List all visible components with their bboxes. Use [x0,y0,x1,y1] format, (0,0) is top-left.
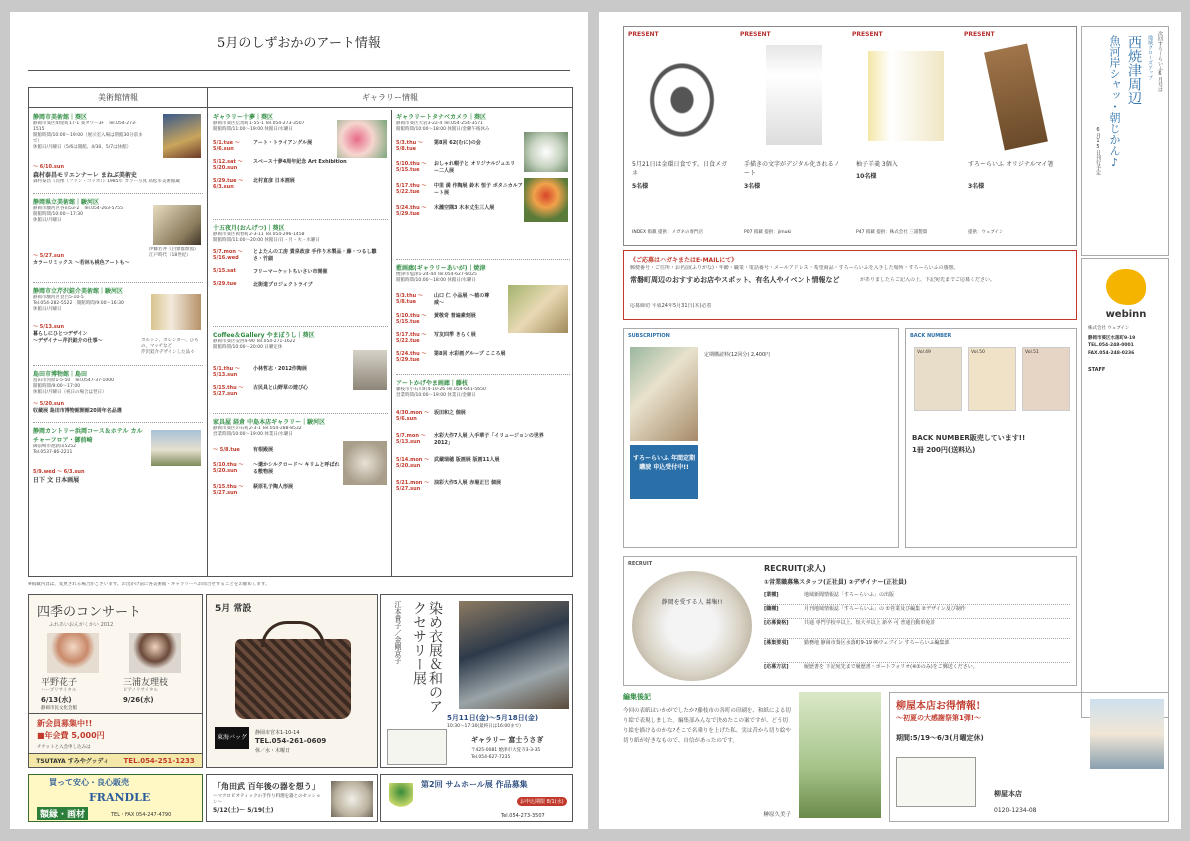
gallery-event-date: 5/7.mon 〜 5/13.sun [396,433,426,445]
museum-entry [33,197,203,283]
kimono-hours: 10:30〜17:30(最終日は16:00まで) [447,724,521,729]
museum-event: 日下 文 日本画展 [33,477,80,484]
museum-list [33,112,203,496]
webinn-name: webinn [1105,309,1147,320]
present-photo [766,45,822,145]
ceramic-ad [206,774,378,822]
webinn-tel: TEL.054-248-0001 [1088,343,1134,348]
present-photo [868,51,944,141]
gallery-image [343,441,387,485]
gallery-event-date: 5/10.thu 〜 5/20.sun [213,462,244,474]
back-issue-vol: Vol.51 [1025,350,1039,355]
apply-title: 《ご応募はハガキまたはE-MAILにて》 [630,257,738,264]
gallery-event-date: 5/24.thu 〜 5/29.tue [396,351,427,363]
gallery-event-title: 第8回 62(むに)の会 [434,140,481,146]
bags-ad [206,594,378,768]
recruit-jobs: ①営業職募集スタッフ(正社員) ②デザイナー(正社員) [764,579,907,586]
bags-tel: TEL.054-261-0609 [255,737,327,745]
recruit-label: RECRUIT [628,561,653,567]
present-photo [634,45,730,145]
recruit-photo [632,571,752,681]
ceramic-dates: 5/12(土)〜 5/19(土) [213,807,274,814]
yanagiya-period: 期間:5/19〜6/3(月曜定休) [896,734,984,742]
bags-closed: 休／水・木曜日 [255,748,291,754]
museum-name: 島田市博物館｜島田 [33,371,88,378]
gallery-col-a [213,112,388,572]
gallery-event-title: アート・トライアングル展 [253,140,313,146]
kimono-photo [459,601,569,709]
ticket-shop: TSUTAYA すみやグッディ [36,758,109,765]
gallery-event-date: 5/15.sat [213,268,236,274]
back-issue [1022,347,1070,411]
gallery-event-date: 5/12.sat 〜 5/20.sun [213,159,243,171]
right-page [599,12,1181,829]
present-tag: PRESENT [964,31,995,38]
apply-deadline: 応募締切 平成24年5月31日(木)必着 [630,303,712,309]
gallery-entry [213,330,388,414]
gallery-event-title: 有根殿展 [253,447,274,453]
subscription-label: SUBSCRIPTION [628,333,670,339]
concert-date: 9/26(水) [123,696,154,704]
gallery-name: アートかげやま画廊｜藤枝 [396,380,468,387]
gallery-info: 静岡市葵区伝馬町1-55-1 Tel.054-273-3507 開館時間/11:00〜19:00 休館日/水曜日 [213,121,305,132]
present-photo [984,44,1048,151]
kimono-ad [380,594,573,768]
gallery-info: 静岡市葵区両替町2-3-11 Tel.054-296-1458 開館時間/11:00〜20:00 休館日/日・月・火・水曜日 [213,232,320,243]
editor-text: 今回の表紙はいかがでしたか?藤枝市の各町の印刷を、和紙による切り絵で表現しました。編集部みんなで決めたこの案ですが、どう切り絵を描けるのかな?そこで名乗りを上げた私。実は昔から切り絵や切り紙が好きなもので、自信があったのです。 [623,708,791,744]
museum-col-header: 美術館情報 [29,88,207,108]
gallery-event-date: 5/17.thu 〜 5/22.tue [396,332,427,344]
gallery-info: 藤枝市小石川町4-10-26 Tel.054-641-5650 営業時間/10:00〜19:00 休業日/金曜日 [396,387,486,398]
museum-info: 島田市河原1-5-50 Tel.0547-37-1000 開館時間/9:00〜17:00 休館日/月曜日（祝日の場合は翌日） [33,378,115,395]
gallery-entry [213,417,388,547]
gallery-entry [396,112,570,260]
col-divider [207,88,208,576]
subscription-photo [630,347,698,441]
left-page [10,12,588,829]
staff-title: STAFF [1088,367,1106,373]
samhall-ad [380,774,573,822]
museum-note: カルトン、カレンダー、ひもの、マッチなど 芹沢銈介デザインした品々 [141,338,199,355]
museum-note: 伊藤若冲《白象群獣図》江戸時代（18世紀） [149,247,199,258]
back-number-head: BACK NUMBER販売しています!! [912,434,1026,442]
gallery-col-b [396,112,570,572]
yanagiya-shop: 柳屋本店 [994,790,1022,798]
yanagiya-photo [1090,699,1164,769]
member-fee: ■年会費 5,000円 [37,731,105,740]
apply-box [623,250,1077,320]
present-item [628,31,734,241]
gallery-event-date: 5/15.thu 〜 5/27.sun [213,484,244,496]
present-credit: P47 掲載 提供：株式会社 三浦製菓 [856,230,928,235]
next-header: 地域クローズアップ [1147,35,1153,80]
concert-venue: 静岡市民文化会館 [41,706,77,711]
ticket-label: チケットと入会申し込みは [37,745,91,750]
kimono-artist: 江本貴子／金剛京子 [394,601,402,664]
museum-image [151,430,201,466]
yanagiya-title: 柳屋本店お得情報! [896,701,981,712]
present-item [852,31,958,241]
recruit-key: [募集要項] [764,640,789,646]
museum-info: 静岡市駿河区登呂5-10-5 Tel.054-282-5522 開館時間/9:00〜16:30 休館日/月曜日 [33,295,124,312]
bags-title: 5月 常設 [215,604,252,614]
apply-highlight: 常磐町周辺のおすすめお店やスポット、有名人やイベント情報など [630,276,840,284]
member-sale: 新会員募集中!! [37,719,93,728]
museum-name: 静岡県立美術館｜駿河区 [33,199,100,206]
gallery-event-title: 第8回 水彩画グループ こころ展 [434,351,506,357]
present-title: すろーらいふ オリジナルマイ箸 [968,161,1054,168]
recruit-key: [職種] [764,606,779,612]
present-tag: PRESENT [852,31,883,38]
gallery-event-title: 坂田和之 個展 [434,410,466,416]
frandle-category: 額縁・画材 [37,807,88,820]
gallery-event-date: 5/29.tue 〜 6/3.sun [213,178,244,190]
gallery-event-title: 北街道プロジェクトライブ [253,282,313,288]
gallery-event-date: 5/10.thu 〜 5/15.tue [396,161,427,173]
gallery-name: Coffee＆Gallery やまぼうし｜葵区 [213,332,315,339]
gallery-event-date: 5/14.mon 〜 5/20.sun [396,457,430,469]
museum-name: 静岡市美術館｜葵区 [33,114,88,121]
concert-ad [28,594,203,714]
editor-title: 編集後記 [623,693,651,701]
webinn-box [1081,258,1169,718]
webinn-fax: FAX.054-248-0236 [1088,351,1135,356]
gallery-event-title: 黄敬奇 普遍素刻展 [434,313,476,319]
samhall-deadline: お申込期限 8/1(水) [517,797,567,806]
gallery-event-title: フリーマーケットちいさい市開催 [253,269,328,275]
present-credit: INDEX 掲載 提供：メガネの専門店 [632,230,703,235]
concert-subtitle: ふれあいおんがくかい 2012 [49,622,114,628]
performer-name: 平野花子 [41,678,78,688]
present-credit: 提供：ウェブイン [968,230,1004,235]
museum-image [163,114,201,158]
performer-name: 三浦友理枝 [123,678,169,688]
present-count: 3名様 [744,183,761,190]
gallery-info: 静岡市葵区安西4-90 Tel.054-271-1622 開館時間/10:00〜20:00 日曜定休 [213,339,296,350]
gallery-event-date: 5/24.thu 〜 5/29.tue [396,205,427,217]
museum-date: 〜 5/13.sun [33,324,64,330]
back-number-label: BACK NUMBER [910,333,952,339]
concert-date: 6/13(水) [41,696,72,704]
kimono-gallery: ギャラリー 富士うさぎ [471,736,544,744]
museum-info: 静岡市葵区紺屋町17-1 葵タワー3F Tel.054-273-1515 開館時間/10:00〜19:00（展示室入場は閉館30分前まで） 休館日/月曜日（5/6は開館、4/30、5/7は休館） [33,121,143,150]
frandle-tel: TEL・FAX 054-247-4790 [111,812,172,818]
present-item [740,31,846,241]
plant-icon [389,783,413,813]
recruit-table [764,591,1070,677]
gallery-name: ギャラリートタナベカメラ｜葵区 [396,114,487,121]
gallery-info: 焼津市塩津1-24-44 Tel.054-627-6025 開館時間/10:00〜18:00 休館日/水曜日 [396,272,477,283]
back-issue [968,347,1016,411]
recruit-val: 履歴書を 下記宛先まで履歴書・ポートフォリオ(※②のみ)をご郵送ください。 [804,664,978,670]
museum-note: 森村泰昌《肖像（ファン・ゴッホ）》1985年 カラー写真 高松市美術館蔵 [33,179,180,184]
gallery-event-date: 5/1.tue 〜 5/6.sun [213,140,240,152]
frandle-name: FRANDLE [89,791,151,804]
present-title: 5月21日は金環日食です。日食メガネ [632,161,727,177]
frandle-slogan: 買って安心・良心販売 [49,778,129,787]
concert-title: 四季のコンサート [37,605,142,620]
ceramic-sub: 〜マクロビオティックの手作り料理を器とのセッション〜 [213,794,321,805]
museum-date: 〜 6/10.sun [33,164,64,170]
apply-body: 郵便番号・ご住所・お名前(ふりがな)・年齢・職業・電話番号・メールアドレス・希望商品・すろーらいふを入手した場所・すろーらいふの感想、 [630,265,959,271]
gallery-event-title: 武蔵瑞穂 版画展 版画11人展 [434,457,500,463]
museum-event: カラーリミックス 〜若林も桃色アートも〜 [33,260,130,266]
gallery-event-title: 山口 仁 小品展 〜植の尊威〜 [434,293,490,306]
gallery-event-date: 〜 5/8.tue [213,447,240,453]
gallery-col-header: ギャラリー情報 [208,88,572,108]
subscription-price: 定期購読料(12回分) 2,400円 [704,352,771,358]
museum-date: 5/9.wed 〜 6/3.sun [33,469,85,475]
art-info-box [28,87,573,577]
back-number-box [905,328,1077,548]
museum-entry [33,369,203,423]
present-title: 手描きの文字がデジタル化されるノート [744,161,840,177]
samhall-tel: Tel.054-273-3507 [501,813,545,819]
next-issue [1081,26,1169,256]
subscription-box [623,328,899,548]
museum-event: 森村泰昌モリエンナーレ まねぶ美術史 [33,172,137,179]
next-sub: 魚河岸シャッ・朝じかん♪ [1108,35,1121,169]
recruit-val: 月刊地域情報誌「すろーらいふ」の ①営業及び編集 ②デザイン及び制作 [804,606,966,612]
footnote: ※掲載内容は、変更される場合がございます。お出かけ前に各美術館・ギャラリーへお問合せすることをお勧めします。 [28,582,270,587]
museum-info: 御前崎市池新田5252 Tel.0537-86-2211 [33,444,76,455]
webinn-logo-icon [1106,269,1146,305]
gallery-event-title: 中里 満 作陶展 鈴木 恒子 ボタニカルアート展 [434,183,523,196]
present-credit: P07 掲載 提供：jimuki [744,230,792,235]
present-count: 10名様 [856,173,877,180]
recruit-key: [応募資格] [764,620,789,626]
next-title: 西焼津周辺 [1126,35,1142,105]
gallery-event-date: 5/10.thu 〜 5/15.tue [396,313,427,325]
gallery-event-date: 5/3.thu 〜 5/8.tue [396,140,423,152]
present-tag: PRESENT [740,31,771,38]
museum-entry [33,286,203,366]
gallery-event-date: 5/3.thu 〜 5/8.tue [396,293,423,305]
gallery-event-title: とよたんの工房 貴泉政彦 手作り木製品・藤・つるし雛さ・竹細 [253,249,377,262]
map-icon [896,757,976,807]
gallery-name: ギャラリー十夢｜葵区 [213,114,274,121]
gallery-event-title: 〜還かシルクロード〜 キリムと呼ばれる敷物展 [253,462,340,475]
gallery-event-title: 写友四季 きらく展 [434,332,476,338]
gallery-event-title: 古民具と山野草の遊び心 [253,385,309,391]
present-item [964,31,1074,241]
yanagiya-box [889,692,1169,822]
editor-box [623,692,793,822]
present-count: 3名様 [968,183,985,190]
present-title: 柚子羊羹 3個入 [856,161,898,168]
gallery-event-title: おしゃれ帽子と オリジナルジュエリー二人展 [434,161,516,174]
museum-name: 静岡カントリー浜岡コース＆ホテル カルチャーフロア・御前崎 [33,428,143,444]
gallery-event-title: 小林哲志・2012作陶展 [253,366,307,372]
gallery-entry [213,112,388,220]
performer-sub: ピアノリサイタル [123,688,159,693]
back-issue [914,347,962,411]
gallery-info: 静岡市葵区の石町2-3-1 Tel.054-288-8532 営業時間/10:00〜19:00 休業日/水曜日 [213,426,302,437]
gallery-event-date: 5/29.tue [213,281,237,287]
ticket-tel: TEL.054-251-1233 [123,756,195,765]
gallery-event-date: 5/21.mon 〜 5/27.sun [396,480,430,492]
gallery-image [508,285,568,333]
concert-ticket-bar [28,754,203,768]
gallery-event-title: 水彩大作7人展 入手華子「イリュージョンの世界 2012」 [434,433,544,446]
museum-event: 収蔵展 島田市博物館開館20周年名品選 [33,408,122,414]
gallery-name: 藍画廊(ギャラリーあいが)｜焼津 [396,265,486,272]
yanagiya-tel: 0120-1234-08 [994,807,1037,814]
ceramic-title: 「角田武 百年後の器を想う」 [213,782,320,791]
gallery-image [353,350,387,390]
back-issue-vol: Vol.50 [971,350,985,355]
webinn-company: 株式会社 ウェブイン [1088,326,1130,331]
recruit-key: [応募方法] [764,664,789,670]
present-tag: PRESENT [628,31,659,38]
recruit-title: RECRUIT(求人) [764,564,826,573]
kimono-dates: 5月11日(金)〜5月18日(金) [447,714,539,722]
gallery-image [524,132,568,172]
gallery-event-title: スペース十夢4周年記念 Art Exhibition [253,159,347,165]
next-date: 6月15日刊行予定 [1095,127,1101,175]
gallery-event-title: 木瀧空隅3 木本丈生三人展 [434,205,495,211]
concert-member-ad [28,714,203,754]
gallery-event-title: 北村直彦 日本画展 [253,178,295,184]
bag-handle [261,621,325,647]
gallery-image [337,120,387,158]
present-count: 5名様 [632,183,649,190]
gallery-name: 十五夜月(おんげつ)｜葵区 [213,225,285,232]
subscription-sub: すろーらいふ 年間定期購読 申込受付中!! [630,445,698,499]
gallery-event-title: 萩原礼子陶人形展 [253,484,294,490]
gallery-event-date: 4/30.mon 〜 5/6.sun [396,410,430,422]
museum-date: 〜 5/20.sun [33,401,64,407]
title-rule [28,70,570,71]
presents-box [623,26,1077,246]
museum-event: 暮らしにひとつデザイン 〜デザイナー芹沢銈介の仕事〜 [33,331,103,344]
gallery-entry [396,263,570,375]
recruit-val: 共通 専門学校卒以上、短大卒以上 新卒 可 普通自動車免許 [804,620,936,626]
bags-address: 静岡市宮本1-10-14 [255,730,300,736]
performer-photo [129,633,181,673]
gallery-entry [396,378,570,568]
ceramic-photo [331,781,373,817]
gallery-name: 家具屋 経倉 中島本店ギャラリー｜駿河区 [213,419,326,426]
recruit-key: [業種] [764,592,779,598]
gallery-image [524,178,568,222]
gallery-divider [391,110,392,576]
gallery-entry [213,223,388,327]
gallery-event-date: 5/7.mon 〜 5/16.wed [213,249,243,261]
next-label: 次回すろーらいふ6月号は [1157,31,1163,92]
gallery-event-date: 5/1.thu 〜 5/13.sun [213,366,240,378]
museum-entry [33,426,203,496]
magazine-cover [799,692,881,818]
recruit-val: 地域新聞情報誌「すろーらいふ」の出版 [804,592,895,598]
frandle-box [28,774,203,822]
museum-info: 静岡市駿河区谷田53-2 Tel.054-263-5755 開館時間/10:00〜17:30 休館日/月曜日 [33,206,124,223]
shop-logo: 東海バッグ [215,727,249,749]
samhall-title: 第2回 サムホール展 作品募集 [421,780,528,789]
gallery-info: 静岡市葵区大岩3-22-4 Tel.054-254-3571 開館時間/10:00〜18:00 休館日/金曜午後休み [396,121,490,132]
museum-entry [33,112,203,194]
gallery-event-title: 油彩大作5人展 赤場正巳 個展 [434,480,501,486]
gallery-event-date: 5/15.thu 〜 5/27.sun [213,385,244,397]
museum-image [153,205,201,245]
editor-author: 榊原久美子 [763,812,791,818]
recruit-val: 勤務地 静岡市葵区水落町9-19 ㈱ウェブイン すろーらいふ編集部 [804,640,950,646]
kimono-tel: Tel.054-627-7235 [471,755,511,760]
recruit-tagline: 静岡を愛する人 募集!! [661,599,723,606]
recruit-box [623,556,1077,686]
kimono-addr: 〒425-0081 焼津市大覚寺3-3-35 [471,748,541,753]
bag-photo [235,639,351,719]
museum-date: 〜 5/27.sun [33,253,64,259]
kimono-title: 染め衣展＆和のアクセサリー展 [411,601,443,713]
apply-tail: がありましたらご記入の上、下記宛先までご応募ください。 [860,277,996,283]
back-number-price: 1冊 200円(送料込) [912,446,976,454]
back-issue-vol: Vol.49 [917,350,931,355]
webinn-addr: 静岡市葵区水落町9-19 [1088,336,1136,341]
performer-photo [47,633,99,673]
map-icon [387,729,447,765]
yanagiya-sub: 〜初夏の大感謝祭第1弾!〜 [896,714,982,722]
museum-name: 静岡市立芹沢銈介美術館｜駿河区 [33,288,124,295]
gallery-event-date: 5/17.thu 〜 5/22.tue [396,183,427,195]
page-title: 5月のしずおかのアート情報 [217,36,381,51]
performer-sub: ハープリサイタル [41,688,77,693]
